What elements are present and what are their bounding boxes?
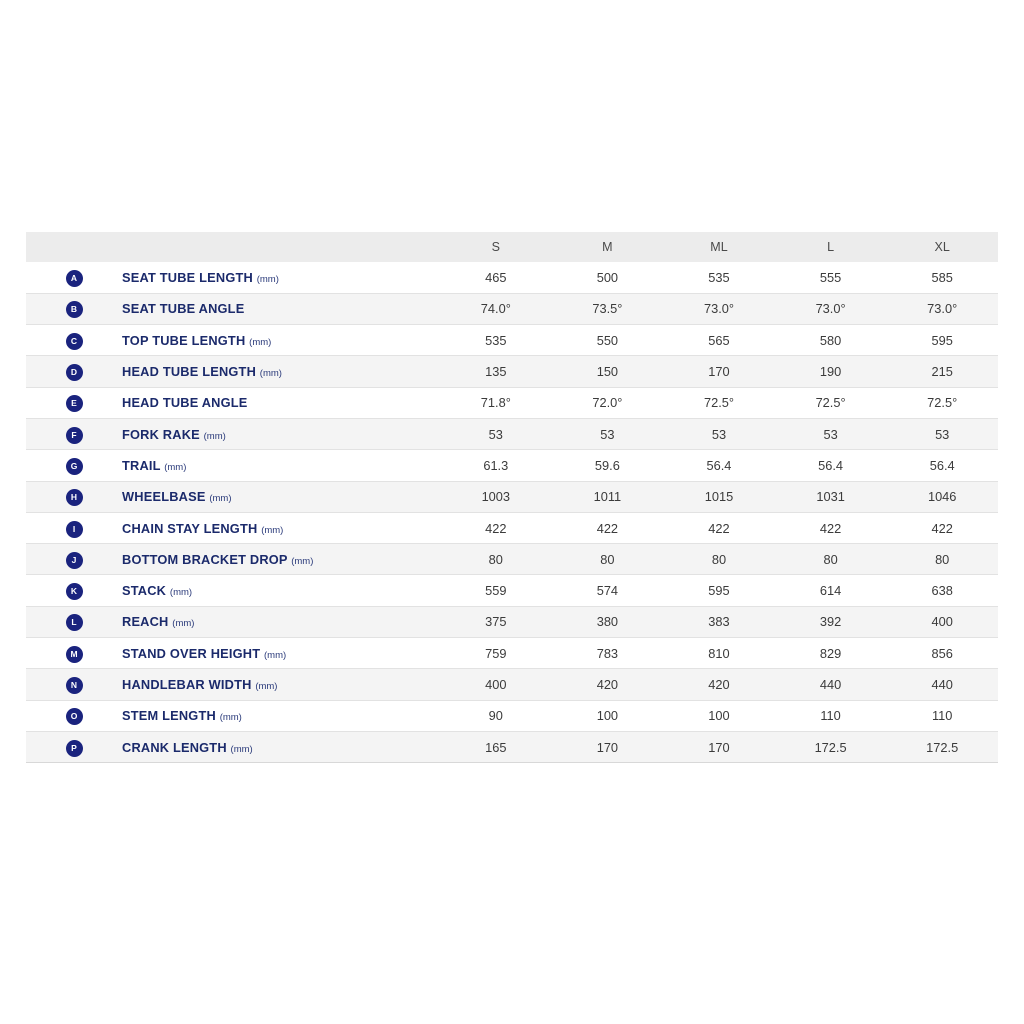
value-cell: 110 <box>886 700 998 731</box>
table-row <box>26 293 998 324</box>
measurement-name: FORK RAKE <box>122 426 200 442</box>
measurement-badge: B <box>66 301 83 318</box>
value-cell: 100 <box>663 700 775 731</box>
value-cell: 74.0° <box>440 293 552 324</box>
value-cell: 215 <box>886 356 998 387</box>
value-cell: 810 <box>663 638 775 669</box>
value-cell: 422 <box>886 512 998 543</box>
value-cell: 440 <box>886 669 998 700</box>
measurement-name: STEM LENGTH <box>122 708 216 724</box>
measurement-badge: F <box>66 427 83 444</box>
row-badge-cell <box>26 387 122 418</box>
value-cell: 53 <box>663 418 775 449</box>
measurement-unit: (mm) <box>219 712 242 724</box>
value-cell: 595 <box>663 575 775 606</box>
value-cell: 1015 <box>663 481 775 512</box>
value-cell: 190 <box>775 356 887 387</box>
row-badge-cell <box>26 418 122 449</box>
value-cell: 465 <box>440 262 552 293</box>
value-cell: 420 <box>552 669 664 700</box>
value-cell: 165 <box>440 731 552 762</box>
value-cell: 72.5° <box>886 387 998 418</box>
measurement-unit: (mm) <box>261 524 284 536</box>
table-row <box>26 669 998 700</box>
value-cell: 100 <box>552 700 664 731</box>
table-row <box>26 544 998 575</box>
header-label-blank <box>122 232 440 262</box>
measurement-unit: (mm) <box>256 273 279 285</box>
measurement-unit: (mm) <box>249 336 272 348</box>
value-cell: 172.5 <box>886 731 998 762</box>
header-size-m: M <box>552 232 664 262</box>
value-cell: 422 <box>552 512 664 543</box>
value-cell: 59.6 <box>552 450 664 481</box>
value-cell: 550 <box>552 325 664 356</box>
measurement-badge: N <box>66 677 83 694</box>
value-cell: 574 <box>552 575 664 606</box>
value-cell: 72.5° <box>663 387 775 418</box>
header-row <box>26 232 998 262</box>
value-cell: 1031 <box>775 481 887 512</box>
value-cell: 80 <box>886 544 998 575</box>
row-label-cell <box>122 575 440 606</box>
measurement-unit: (mm) <box>259 368 282 380</box>
row-label-cell <box>122 638 440 669</box>
value-cell: 72.5° <box>775 387 887 418</box>
value-cell: 170 <box>552 731 664 762</box>
row-label-cell <box>122 512 440 543</box>
row-badge-cell <box>26 700 122 731</box>
value-cell: 170 <box>663 356 775 387</box>
row-label-cell <box>122 418 440 449</box>
value-cell: 1003 <box>440 481 552 512</box>
measurement-badge: I <box>66 521 83 538</box>
table-row <box>26 575 998 606</box>
value-cell: 440 <box>775 669 887 700</box>
measurement-unit: (mm) <box>264 649 287 661</box>
measurement-unit: (mm) <box>255 681 278 692</box>
measurement-unit: (mm) <box>209 493 232 505</box>
measurement-badge: P <box>66 740 83 757</box>
row-badge-cell <box>26 638 122 669</box>
header-size-s: S <box>440 232 552 262</box>
value-cell: 400 <box>440 669 552 700</box>
value-cell: 53 <box>886 418 998 449</box>
value-cell: 53 <box>440 418 552 449</box>
row-badge-cell <box>26 669 122 700</box>
value-cell: 783 <box>552 638 664 669</box>
table-row <box>26 387 998 418</box>
value-cell: 56.4 <box>663 450 775 481</box>
value-cell: 150 <box>552 356 664 387</box>
table-row <box>26 262 998 293</box>
measurement-unit: (mm) <box>169 587 193 599</box>
measurement-name: REACH <box>122 614 169 630</box>
measurement-name: CRANK LENGTH <box>122 739 227 755</box>
value-cell: 500 <box>552 262 664 293</box>
row-label-cell <box>122 731 440 762</box>
measurement-name: STACK <box>122 583 167 599</box>
value-cell: 565 <box>663 325 775 356</box>
row-badge-cell <box>26 575 122 606</box>
value-cell: 829 <box>775 638 887 669</box>
value-cell: 759 <box>440 638 552 669</box>
table-row <box>26 638 998 669</box>
measurement-unit: (mm) <box>164 461 187 473</box>
row-badge-cell <box>26 731 122 762</box>
measurement-name: CHAIN STAY LENGTH <box>122 520 258 536</box>
measurement-badge: A <box>66 270 83 287</box>
value-cell: 56.4 <box>775 450 887 481</box>
measurement-badge: J <box>66 552 83 569</box>
value-cell: 422 <box>775 512 887 543</box>
table-row <box>26 606 998 637</box>
value-cell: 170 <box>663 731 775 762</box>
value-cell: 555 <box>775 262 887 293</box>
value-cell: 53 <box>775 418 887 449</box>
value-cell: 392 <box>775 606 887 637</box>
value-cell: 61.3 <box>440 450 552 481</box>
value-cell: 135 <box>440 356 552 387</box>
table-body <box>26 262 998 763</box>
measurement-badge: G <box>66 458 83 475</box>
table-row <box>26 731 998 762</box>
row-label-cell <box>122 387 440 418</box>
value-cell: 110 <box>775 700 887 731</box>
value-cell: 53 <box>552 418 664 449</box>
measurement-unit: (mm) <box>291 555 314 567</box>
value-cell: 856 <box>886 638 998 669</box>
value-cell: 90 <box>440 700 552 731</box>
value-cell: 595 <box>886 325 998 356</box>
row-label-cell <box>122 700 440 731</box>
measurement-name: TOP TUBE LENGTH <box>122 332 246 348</box>
value-cell: 614 <box>775 575 887 606</box>
value-cell: 422 <box>440 512 552 543</box>
table-row <box>26 418 998 449</box>
row-badge-cell <box>26 512 122 543</box>
table-row <box>26 450 998 481</box>
measurement-badge: L <box>66 614 83 631</box>
measurement-name: WHEELBASE <box>122 489 206 505</box>
table-row <box>26 512 998 543</box>
measurement-badge: M <box>66 646 83 663</box>
geometry-table-container <box>26 232 998 763</box>
measurement-badge: C <box>66 333 83 350</box>
measurement-name: SEAT TUBE ANGLE <box>122 301 245 317</box>
value-cell: 375 <box>440 606 552 637</box>
measurement-name: HANDLEBAR WIDTH <box>122 677 252 692</box>
value-cell: 80 <box>552 544 664 575</box>
value-cell: 1011 <box>552 481 664 512</box>
value-cell: 1046 <box>886 481 998 512</box>
value-cell: 383 <box>663 606 775 637</box>
value-cell: 559 <box>440 575 552 606</box>
value-cell: 380 <box>552 606 664 637</box>
header-size-ml: ML <box>663 232 775 262</box>
row-label-cell <box>122 325 440 356</box>
value-cell: 72.0° <box>552 387 664 418</box>
measurement-badge: E <box>66 395 83 412</box>
row-badge-cell <box>26 450 122 481</box>
table-header <box>26 232 998 262</box>
measurement-unit: (mm) <box>230 743 253 755</box>
table-row <box>26 481 998 512</box>
measurement-name: SEAT TUBE LENGTH <box>122 269 253 285</box>
value-cell: 71.8° <box>440 387 552 418</box>
value-cell: 73.5° <box>552 293 664 324</box>
value-cell: 80 <box>663 544 775 575</box>
row-label-cell <box>122 293 440 324</box>
value-cell: 420 <box>663 669 775 700</box>
header-badge-blank <box>26 232 122 262</box>
row-badge-cell <box>26 262 122 293</box>
row-label-cell <box>122 262 440 293</box>
value-cell: 535 <box>663 262 775 293</box>
measurement-name: HEAD TUBE ANGLE <box>122 395 248 411</box>
value-cell: 80 <box>440 544 552 575</box>
table-row <box>26 356 998 387</box>
table-row <box>26 325 998 356</box>
header-size-xl: XL <box>886 232 998 262</box>
measurement-name: HEAD TUBE LENGTH <box>122 364 257 380</box>
value-cell: 73.0° <box>775 293 887 324</box>
row-label-cell <box>122 669 440 700</box>
table-row <box>26 700 998 731</box>
row-badge-cell <box>26 606 122 637</box>
row-badge-cell <box>26 481 122 512</box>
header-size-l: L <box>775 232 887 262</box>
value-cell: 172.5 <box>775 731 887 762</box>
measurement-name: TRAIL <box>122 457 161 473</box>
row-label-cell <box>122 606 440 637</box>
value-cell: 422 <box>663 512 775 543</box>
row-label-cell <box>122 450 440 481</box>
row-badge-cell <box>26 544 122 575</box>
value-cell: 80 <box>775 544 887 575</box>
value-cell: 73.0° <box>663 293 775 324</box>
measurement-badge: K <box>66 583 83 600</box>
value-cell: 535 <box>440 325 552 356</box>
measurement-unit: (mm) <box>172 618 195 630</box>
row-badge-cell <box>26 356 122 387</box>
value-cell: 56.4 <box>886 450 998 481</box>
row-badge-cell <box>26 293 122 324</box>
row-label-cell <box>122 544 440 575</box>
row-badge-cell <box>26 325 122 356</box>
measurement-name: BOTTOM BRACKET DROP <box>122 551 288 567</box>
value-cell: 73.0° <box>886 293 998 324</box>
measurement-badge: D <box>66 364 83 381</box>
value-cell: 638 <box>886 575 998 606</box>
value-cell: 585 <box>886 262 998 293</box>
measurement-badge: H <box>66 489 83 506</box>
value-cell: 400 <box>886 606 998 637</box>
measurement-unit: (mm) <box>203 430 226 442</box>
measurement-badge: O <box>66 708 83 725</box>
measurement-name: STAND OVER HEIGHT <box>122 645 261 661</box>
row-label-cell <box>122 481 440 512</box>
geometry-table <box>26 232 998 763</box>
row-label-cell <box>122 356 440 387</box>
value-cell: 580 <box>775 325 887 356</box>
